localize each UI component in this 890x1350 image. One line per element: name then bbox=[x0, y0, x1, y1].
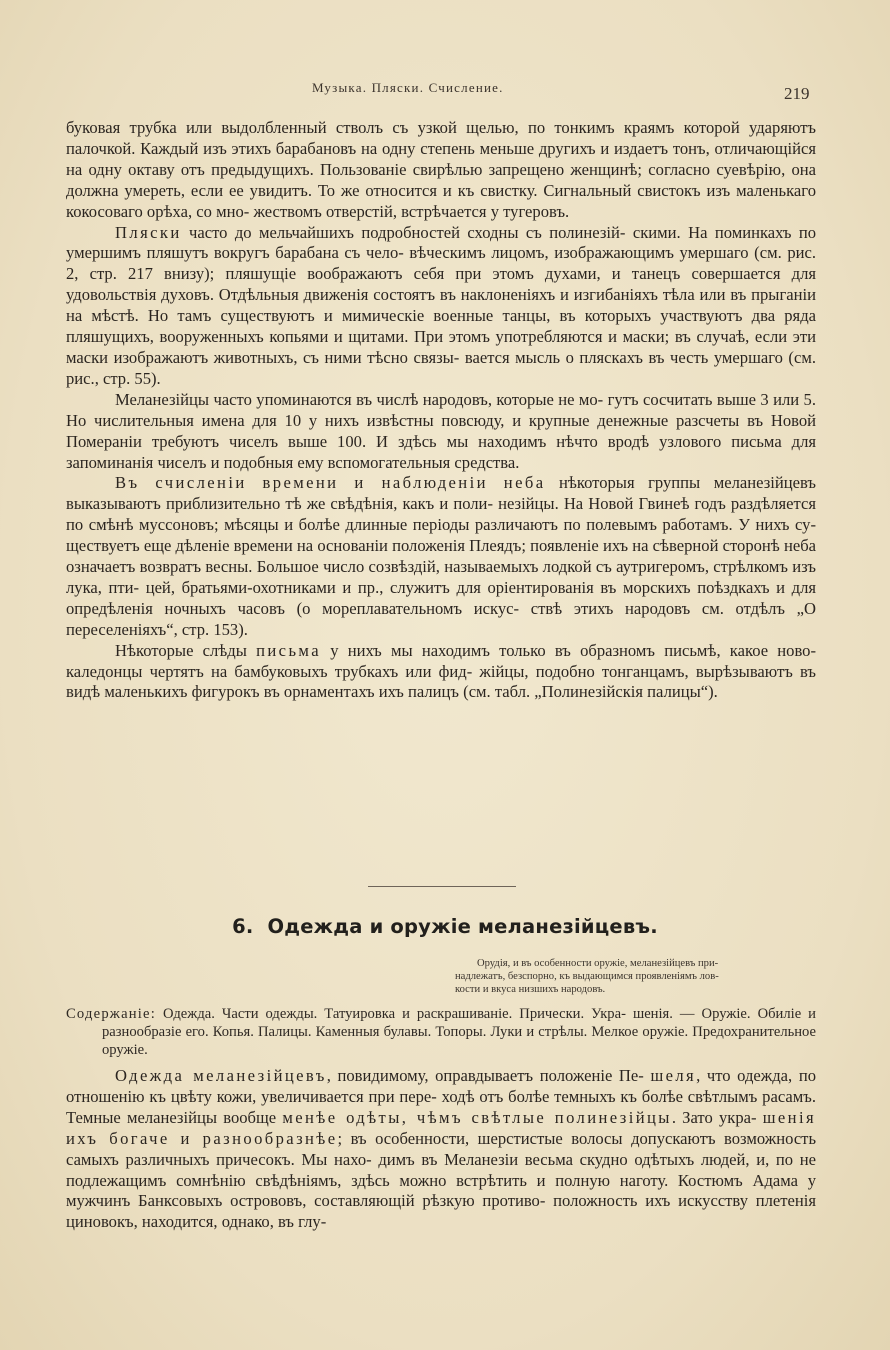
clothing-lead: Одежда меланезійцевъ bbox=[115, 1066, 327, 1085]
body-text-top bbox=[66, 118, 816, 703]
music-paragraph: буковая трубка или выдолбленный стволъ съ узкой щелью, по тонкимъ краямъ которой ударяютъ палочкой. Каждый изъ этихъ барабановъ на одну степень меньше другихъ и издаетъ тонъ, отличающійся на одну октаву отъ предыдущихъ. Пользованіе свирѣлью запрещено женщинѣ; согласно суевѣрію, она должна умереть, если ее увидитъ. То же относится и къ свистку. Сигнальный свистокъ изъ маленькаго кокосоваго орѣха, со мно- жествомъ отверстій, встрѣчается у тугеровъ. bbox=[66, 118, 816, 221]
section-title: Одежда и оружіе меланезійцевъ. bbox=[267, 915, 658, 938]
epigraph: Орудія, и въ особенности оружіе, меланезійцевъ при- надлежатъ, безспорно, къ выдающимся проявленіямъ лов- кости и вкуса низшихъ народовъ. bbox=[455, 958, 719, 996]
section-number: 6. bbox=[232, 915, 254, 938]
contents-label: Содержаніе: bbox=[66, 1006, 156, 1022]
section-divider bbox=[368, 886, 516, 887]
dance-lead: Пляски bbox=[115, 222, 182, 242]
counting-paragraph: Меланезійцы часто упоминаются въ числѣ народовъ, которые не мо- гутъ сосчитать выше 3 или 5. Но числительныя имена для 10 у нихъ извѣстны повсюду, и крупные денежные разсчеты въ Новой Помераніи требуютъ чиселъ выше 100. И здѣсь мы находимъ нѣчто вродѣ узлового письма для запоминанія чиселъ и подобныя ему вспомогательныя средства. bbox=[66, 389, 817, 472]
time-paragraph: Въ счисленіи времени и наблюденіи неба нѣкоторыя группы меланезійцевъ выказываютъ приблизительно тѣ же свѣдѣнія, какъ и поли- незійцы. На Новой Гвинеѣ годъ раздѣляется по смѣнѣ муссоновъ; мѣсяцы и болѣе длинные періоды различаютъ по полевымъ работамъ. У нихъ су- ществуетъ еще дѣленіе времени на основаніи положенія Плеядъ; появленіе ихъ на сѣверной сторонѣ неба означаетъ возвратъ весны. Большое число созвѣздій, называемыхъ лодкой съ аутригеромъ, стрѣлкомъ изъ лука, пти- цей, братьями-охотниками и пр., служитъ для оріентированія въ морскихъ поѣздкахъ и для опредѣленія ночныхъ часовъ (о мореплавательномъ искус- ствѣ этихъ народовъ см. отдѣлъ „О переселеніяхъ“, стр. 153). bbox=[66, 473, 817, 639]
section-heading bbox=[0, 915, 890, 938]
writing-lead: письма bbox=[256, 640, 321, 660]
time-lead: Въ счисленіи времени и наблюденіи неба bbox=[115, 473, 546, 493]
clothing-paragraph: Одежда меланезійцевъ, повидимому, оправдываетъ положеніе Пе- шеля, что одежда, по отношенію къ цвѣту кожи, увеличивается при пере- ходѣ отъ болѣе темныхъ къ болѣе свѣтлымъ расамъ. Темные меланезійцы вообще менѣе одѣты, чѣмъ свѣтлые полинезійцы. Зато укра- шенія ихъ богаче и разнообразнѣе; въ особенности, шерстистые волосы допускаютъ возможность самыхъ различныхъ причесокъ. Мы нахо- димъ въ Меланезіи весьма скудно одѣтыхъ людей, и, по не подлежащимъ сомнѣнію свѣдѣніямъ, здѣсь можно встрѣтить и полную наготу. Костюмъ Адама у мужчинъ Банксовыхъ острововъ, составляющій рѣзкую противо- положность ихъ искусству плетенія циновокъ, находится, однако, въ глу- bbox=[66, 1066, 817, 1232]
dance-paragraph: Пляски часто до мельчайшихъ подробностей сходны съ полинезій- скими. На поминкахъ по умершимъ пляшутъ вокругъ барабана съ чело- вѣческимъ лицомъ, изображающимъ умершаго (см. рис. 2, стр. 217 внизу); пляшущіе воображаютъ себя при этомъ духами, и танецъ совершается для удовольствія духовъ. Отдѣльныя движенія состоятъ въ наклоненіяхъ и изгибаніяхъ тѣла или въ прыганіи на мѣстѣ. Но тамъ существуютъ и мимическіе военные танцы, въ которыхъ участвуютъ два ряда пляшущихъ, вооруженныхъ копьями и щитами. При этомъ употребляются и маски; въ случаѣ, если эти маски изображаютъ животныхъ, съ ними тѣсно связы- вается мысль о пляскахъ въ честь умершаго (см. рис., стр. 55). bbox=[66, 222, 817, 388]
writing-paragraph: Нѣкоторые слѣды письма у нихъ мы находимъ только въ образномъ письмѣ, какое ново-каледонцы чертятъ на бамбуковыхъ трубкахъ или фид- жійцы, подобно тонганцамъ, вырѣзываютъ въ видѣ маленькихъ фигурокъ въ орнаментахъ ихъ палицъ (см. табл. „Полинезійскія палицы“). bbox=[66, 640, 817, 702]
section-contents: Содержаніе: Одежда. Части одежды. Татуировка и раскрашиваніе. Прически. Укра- шенія. — Оружіе. Обиліе и разнообразіе его. Копья. Палицы. Каменныя булавы. Топоры. Луки и стрѣлы. Мелкое оружіе. Предохранительное оружіе. bbox=[66, 1006, 817, 1059]
running-head: Музыка. Пляски. Счисление. bbox=[312, 80, 504, 95]
body-text-bottom bbox=[66, 1066, 816, 1233]
page-number: 219 bbox=[784, 84, 810, 103]
